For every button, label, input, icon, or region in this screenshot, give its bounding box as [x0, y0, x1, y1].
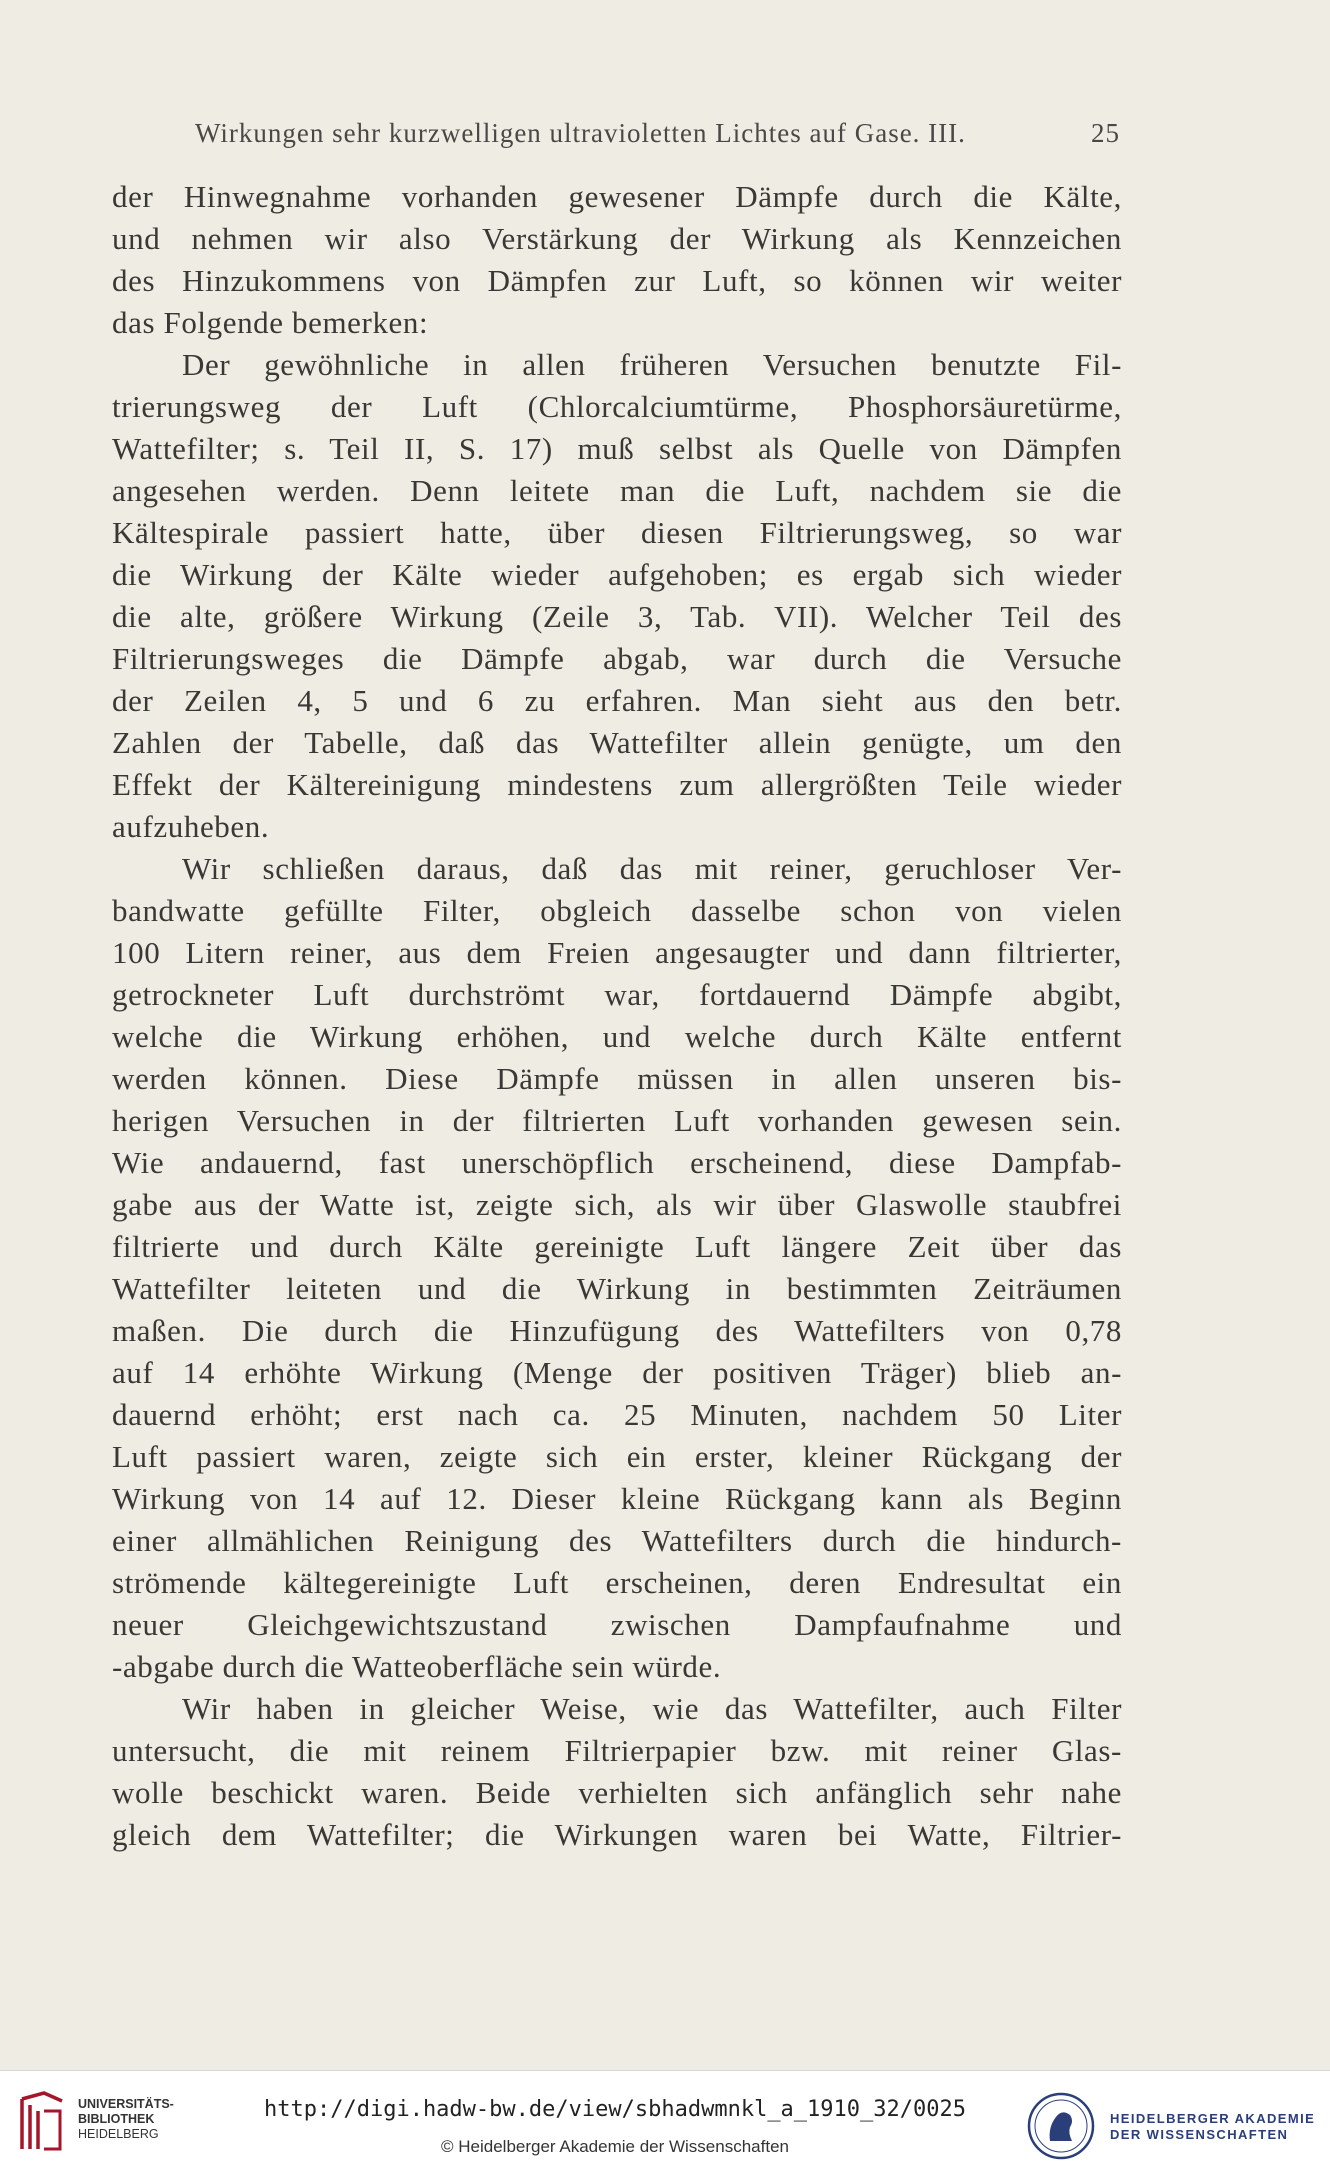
- text-line: Wattefilter; s. Teil II, S. 17) muß selbst als Quelle von Dämpfen: [112, 431, 1122, 466]
- text-line: aufzuheben.: [112, 809, 270, 844]
- text-line: strömende kältegereinigte Luft erscheinen, deren Endresultat ein: [112, 1565, 1122, 1600]
- text-line: Wir schließen daraus, daß das mit reiner, geruchloser Ver-: [182, 851, 1122, 886]
- text-line: und nehmen wir also Verstärkung der Wirkung als Kennzeichen: [112, 221, 1122, 256]
- text-line: gabe aus der Watte ist, zeigte sich, als wir über Glaswolle staubfrei: [112, 1187, 1122, 1222]
- text-line: des Hinzukommens von Dämpfen zur Luft, so können wir weiter: [112, 263, 1122, 298]
- text-line: Wir haben in gleicher Weise, wie das Wattefilter, auch Filter: [182, 1691, 1122, 1726]
- academy-name: [1110, 2111, 1315, 2143]
- text-line: filtrierte und durch Kälte gereinigte Luft längere Zeit über das: [112, 1229, 1122, 1264]
- text-line: 100 Litern reiner, aus dem Freien angesaugter und dann filtrierter,: [112, 935, 1122, 970]
- text-line: das Folgende bemerken:: [112, 305, 429, 340]
- text-line: einer allmählichen Reinigung des Wattefilters durch die hindurch-: [112, 1523, 1122, 1558]
- text-line: neuer Gleichgewichtszustand zwischen Dampfaufnahme und: [112, 1607, 1122, 1642]
- text-line: Kältespirale passiert hatte, über diesen Filtrierungsweg, so war: [112, 515, 1122, 550]
- text-line: trierungsweg der Luft (Chlorcalciumtürme, Phosphorsäuretürme,: [112, 389, 1122, 424]
- text-line: angesehen werden. Denn leitete man die Luft, nachdem sie die: [112, 473, 1122, 508]
- text-line: Wattefilter leiteten und die Wirkung in bestimmten Zeiträumen: [112, 1271, 1122, 1306]
- academy-name-line2: DER WISSENSCHAFTEN: [1110, 2127, 1289, 2142]
- body-text: [112, 176, 1122, 1856]
- library-name-line1: UNIVERSITÄTS-: [78, 2097, 174, 2111]
- library-name: [78, 2097, 174, 2142]
- library-city: HEIDELBERG: [78, 2127, 159, 2141]
- academy-name-line1: HEIDELBERGER AKADEMIE: [1110, 2111, 1316, 2126]
- text-line: getrockneter Luft durchströmt war, fortdauernd Dämpfe abgibt,: [112, 977, 1122, 1012]
- copyright-notice: © Heidelberger Akademie der Wissenschaften: [441, 2137, 789, 2156]
- page-number: 25: [1091, 118, 1120, 148]
- text-line: Wirkung von 14 auf 12. Dieser kleine Rückgang kann als Beginn: [112, 1481, 1122, 1516]
- text-line: der Hinwegnahme vorhanden gewesener Dämpfe durch die Kälte,: [112, 179, 1122, 214]
- text-line: -abgabe durch die Watteoberfläche sein würde.: [112, 1649, 722, 1684]
- text-line: bandwatte gefüllte Filter, obgleich dasselbe schon von vielen: [112, 893, 1122, 928]
- running-head-title: Wirkungen sehr kurzwelligen ultravioletten Lichtes auf Gase. III.: [195, 118, 966, 148]
- university-library-logo-icon: [14, 2091, 70, 2157]
- permalink-url[interactable]: http://digi.hadw-bw.de/view/sbhadwmnkl_a_1910_32/0025: [264, 2097, 966, 2122]
- text-line: Der gewöhnliche in allen früheren Versuchen benutzte Fil-: [182, 347, 1122, 382]
- text-line: gleich dem Wattefilter; die Wirkungen waren bei Watte, Filtrier-: [112, 1817, 1122, 1852]
- text-line: Luft passiert waren, zeigte sich ein erster, kleiner Rückgang der: [112, 1439, 1122, 1474]
- library-name-line2: BIBLIOTHEK: [78, 2112, 155, 2126]
- text-line: Zahlen der Tabelle, daß das Wattefilter allein genügte, um den: [112, 725, 1122, 760]
- text-line: welche die Wirkung erhöhen, und welche durch Kälte entfernt: [112, 1019, 1122, 1054]
- text-line: die Wirkung der Kälte wieder aufgehoben; es ergab sich wieder: [112, 557, 1122, 592]
- text-line: die alte, größere Wirkung (Zeile 3, Tab. VII). Welcher Teil des: [112, 599, 1122, 634]
- text-line: wolle beschickt waren. Beide verhielten sich anfänglich sehr nahe: [112, 1775, 1122, 1810]
- text-line: untersucht, die mit reinem Filtrierpapier bzw. mit reiner Glas-: [112, 1733, 1122, 1768]
- text-line: werden können. Diese Dämpfe müssen in allen unseren bis-: [112, 1061, 1122, 1096]
- text-line: Effekt der Kältereinigung mindestens zum allergrößten Teile wieder: [112, 767, 1122, 802]
- text-line: dauernd erhöht; erst nach ca. 25 Minuten, nachdem 50 Liter: [112, 1397, 1122, 1432]
- academy-seal-icon: [1026, 2091, 1096, 2161]
- footer-bar: [0, 2070, 1330, 2174]
- text-line: Filtrierungsweges die Dämpfe abgab, war durch die Versuche: [112, 641, 1122, 676]
- text-line: herigen Versuchen in der filtrierten Luft vorhanden gewesen sein.: [112, 1103, 1122, 1138]
- text-line: maßen. Die durch die Hinzufügung des Wattefilters von 0,78: [112, 1313, 1122, 1348]
- text-line: Wie andauernd, fast unerschöpflich erscheinend, diese Dampfab-: [112, 1145, 1122, 1180]
- text-line: auf 14 erhöhte Wirkung (Menge der positiven Träger) blieb an-: [112, 1355, 1122, 1390]
- text-line: der Zeilen 4, 5 und 6 zu erfahren. Man sieht aus den betr.: [112, 683, 1122, 718]
